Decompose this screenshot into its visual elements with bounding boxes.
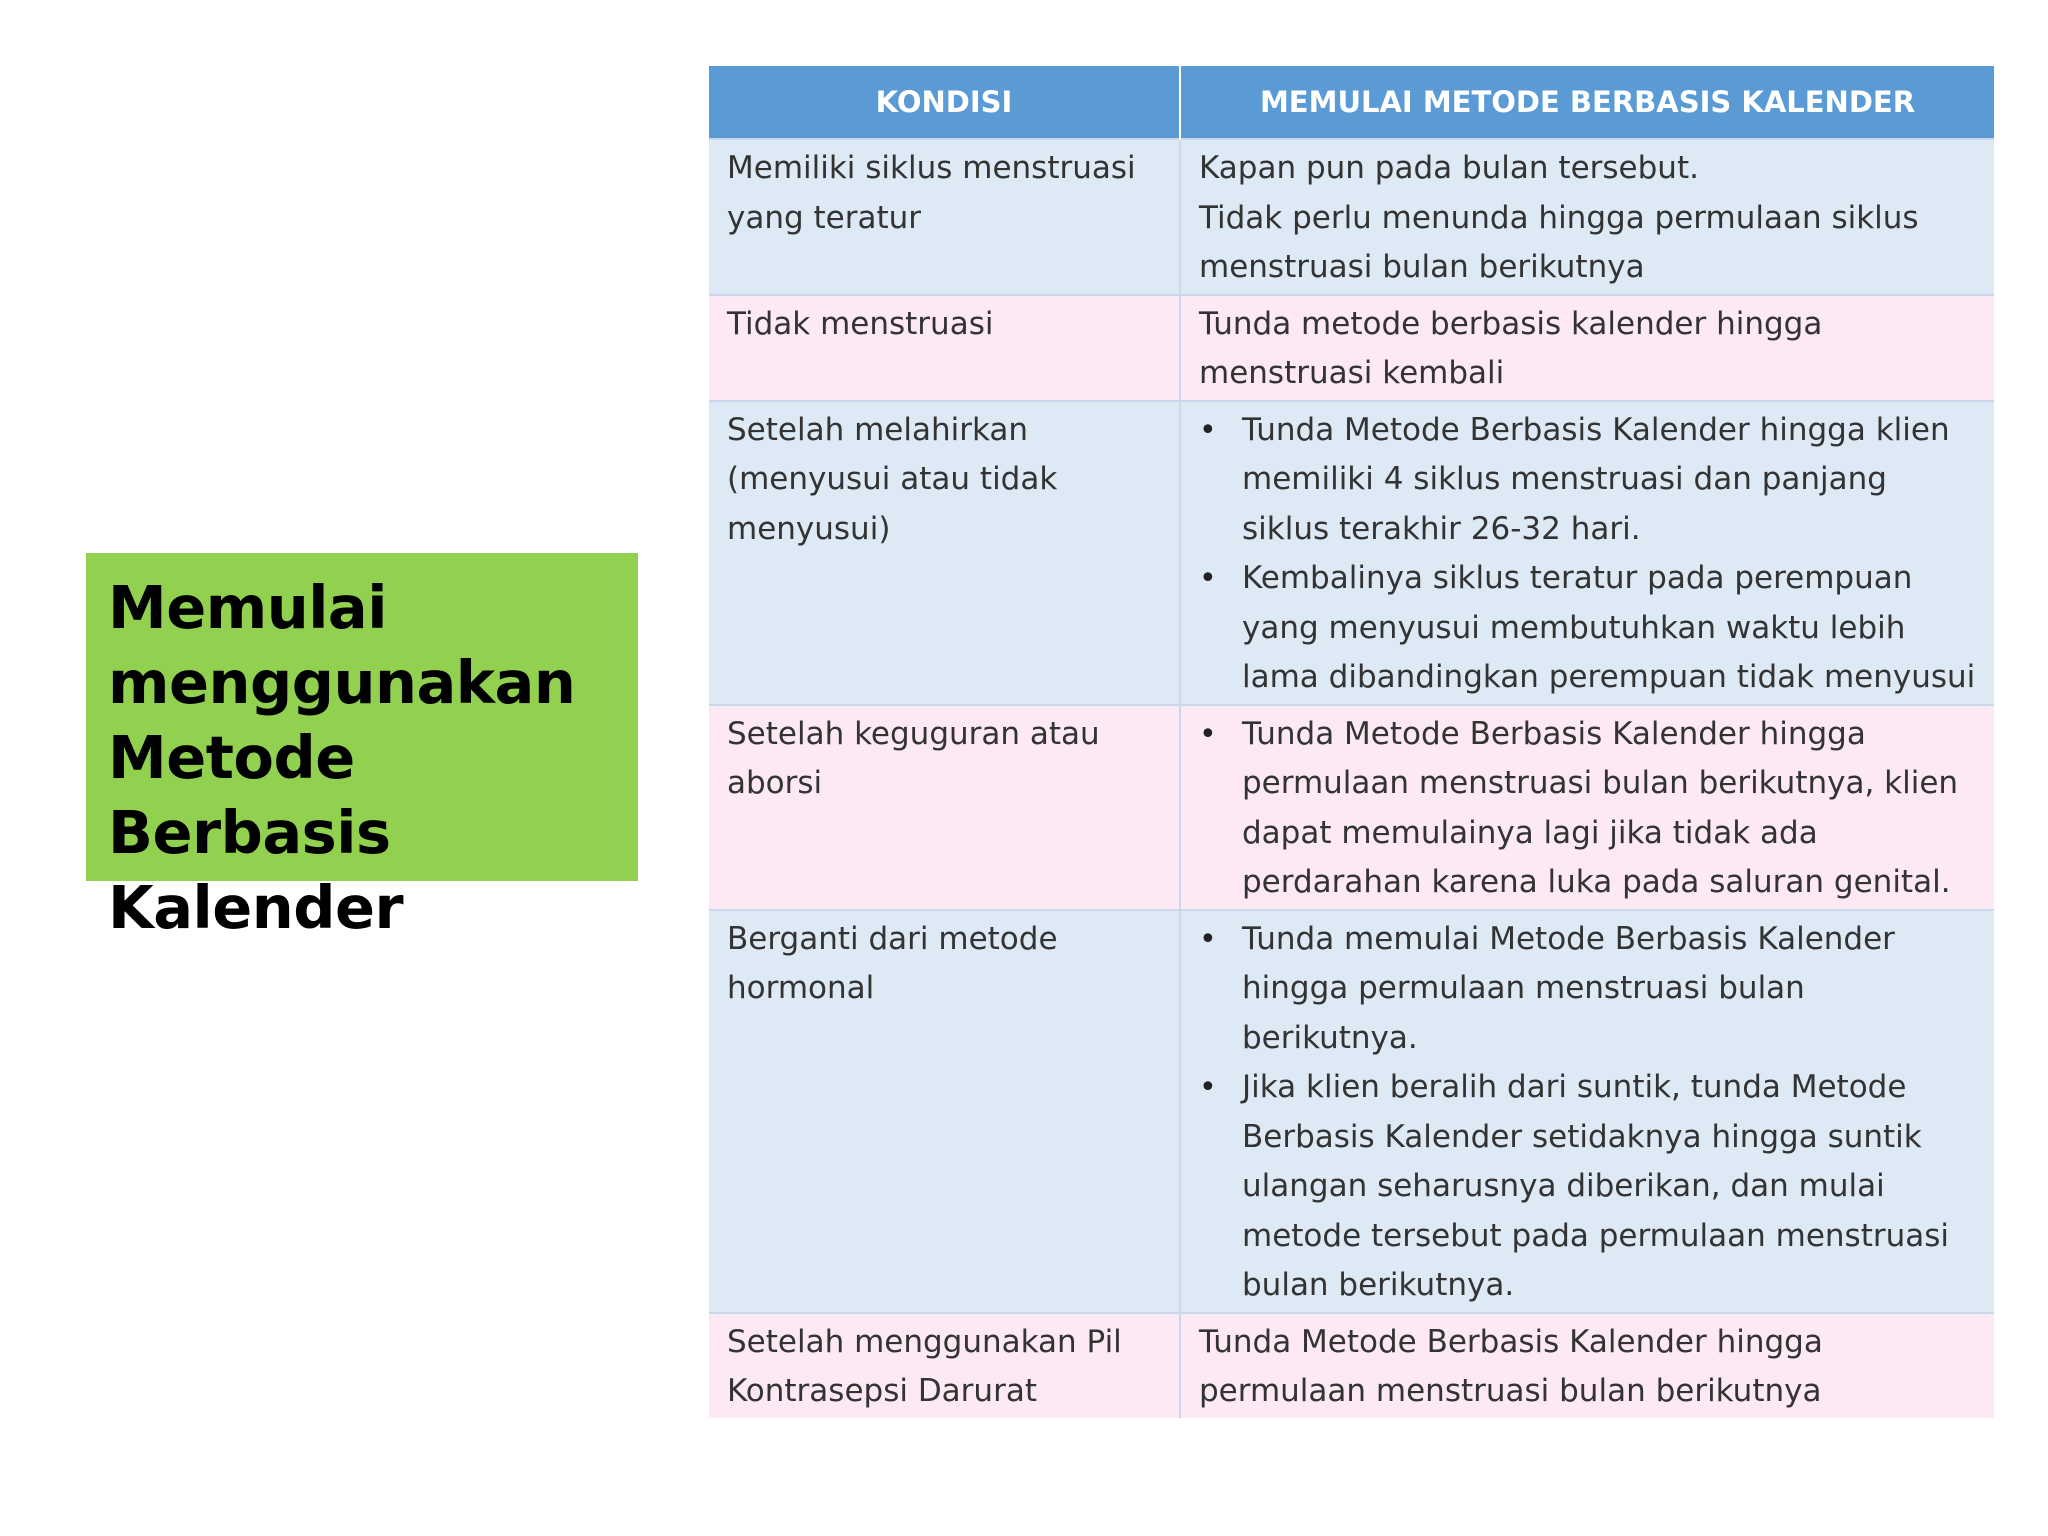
table-row (709, 910, 1994, 1313)
kondisi-table-container (709, 66, 1994, 1418)
action-bullet: • Tunda memulai Metode Berbasis Kalender hingga permulaan menstruasi bulan berikutnya. (1199, 915, 1976, 1064)
title-line: menggunakan (108, 648, 576, 717)
action-bullet-list (1199, 915, 1976, 1311)
table-row (709, 139, 1994, 295)
condition-cell: Setelah melahirkan (menyusui atau tidak menyusui) (709, 401, 1180, 705)
condition-cell: Berganti dari metode hormonal (709, 910, 1180, 1313)
condition-cell: Setelah menggunakan Pil Kontrasepsi Darurat (709, 1313, 1180, 1418)
action-bullet: • Tunda Metode Berbasis Kalender hingga permulaan menstruasi bulan berikutnya, klien dapat memulainya lagi jika tidak ada perdarahan karena luka pada saluran genital. (1199, 710, 1976, 908)
action-bullet: • Kembalinya siklus teratur pada perempuan yang menyusui membutuhkan waktu lebih lama dibandingkan perempuan tidak menyusui (1199, 554, 1976, 703)
table-row (709, 401, 1994, 705)
table-header-row (709, 66, 1994, 139)
action-cell (1180, 401, 1994, 705)
title-line: Metode Berbasis (108, 723, 391, 867)
action-cell (1180, 139, 1994, 295)
condition-cell: Setelah keguguran atau aborsi (709, 705, 1180, 910)
action-bullet-list (1199, 710, 1976, 908)
table-row (709, 295, 1994, 401)
condition-cell: Tidak menstruasi (709, 295, 1180, 401)
action-bullet-list (1199, 406, 1976, 703)
action-cell (1180, 295, 1994, 401)
title-line: Memulai (108, 573, 387, 642)
header-memulai: MEMULAI METODE BERBASIS KALENDER (1180, 66, 1994, 139)
title-box (86, 553, 638, 942)
table-row (709, 1313, 1994, 1418)
action-line: Kapan pun pada bulan tersebut. (1199, 150, 1699, 186)
slide-title (108, 570, 620, 945)
table-row (709, 705, 1994, 910)
title-line: Kalender (108, 873, 404, 942)
action-line: Tidak perlu menunda hingga permulaan siklus menstruasi bulan berikutnya (1199, 199, 1919, 285)
condition-cell: Memiliki siklus menstruasi yang teratur (709, 139, 1180, 295)
action-bullet: • Jika klien beralih dari suntik, tunda Metode Berbasis Kalender setidaknya hingga suntik ulangan seharusnya diberikan, dan mulai metode tersebut pada permulaan menstruasi bulan berikutnya. (1199, 1063, 1976, 1311)
action-line: Tunda Metode Berbasis Kalender hingga permulaan menstruasi bulan berikutnya (1199, 1323, 1823, 1409)
action-cell (1180, 705, 1994, 910)
action-cell (1180, 1313, 1994, 1418)
header-kondisi: KONDISI (709, 66, 1180, 139)
action-cell (1180, 910, 1994, 1313)
action-bullet: • Tunda Metode Berbasis Kalender hingga klien memiliki 4 siklus menstruasi dan panjang siklus terakhir 26-32 hari. (1199, 406, 1976, 555)
action-line: Tunda metode berbasis kalender hingga menstruasi kembali (1199, 305, 1823, 391)
kondisi-table (709, 66, 1994, 1418)
